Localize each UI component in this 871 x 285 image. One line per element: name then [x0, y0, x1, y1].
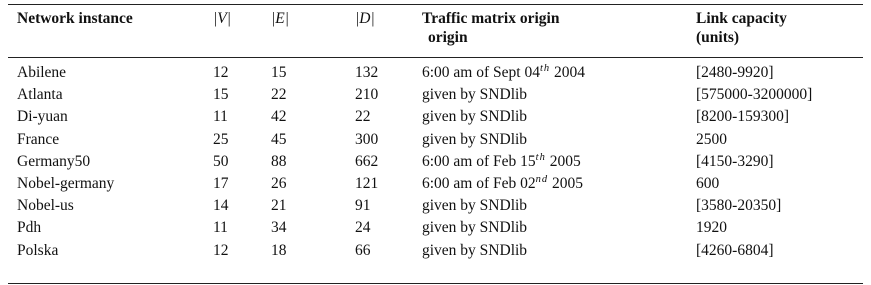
cell-traffic-origin	[422, 174, 696, 196]
cell-demands: 300	[355, 130, 379, 148]
cell-traffic-origin	[422, 85, 696, 107]
cell-edges: 34	[271, 219, 287, 237]
header-row	[8, 6, 863, 59]
table-row	[8, 218, 863, 240]
cell-edges: 42	[271, 108, 287, 126]
cell-network-instance: Abilene	[17, 64, 67, 81]
cell-vertices: 17	[213, 174, 229, 192]
cell-link-capacity: [8200-159300]	[696, 108, 789, 126]
cell-traffic-origin	[422, 59, 696, 85]
cell-network-instance: Pdh	[17, 219, 42, 237]
table-row	[8, 85, 863, 107]
header-link-capacity	[696, 6, 863, 59]
cell-demands: 24	[355, 219, 371, 237]
header-capacity-line1: Link capacity	[696, 10, 787, 27]
network-instances-table	[8, 6, 863, 263]
cell-vertices: 50	[213, 152, 229, 170]
cell-edges: 18	[271, 241, 287, 259]
table-row	[8, 241, 863, 263]
header-demands: |D|	[355, 10, 375, 27]
traffic-origin-year: 2005	[548, 174, 584, 192]
cell-link-capacity: 600	[696, 174, 720, 192]
header-edges: |E|	[271, 10, 289, 27]
cell-network-instance: Germany50	[17, 152, 91, 170]
cell-vertices: 15	[213, 86, 229, 104]
traffic-origin-text: given by SNDlib	[422, 108, 528, 126]
traffic-origin-text: given by SNDlib	[422, 241, 528, 259]
traffic-origin-ordinal: th	[539, 63, 551, 74]
traffic-origin-text: given by SNDlib	[422, 130, 528, 148]
cell-network-instance: Polska	[17, 241, 59, 259]
cell-vertices: 11	[213, 219, 228, 237]
cell-vertices: 25	[213, 130, 229, 148]
cell-demands: 121	[355, 174, 379, 192]
cell-vertices: 14	[213, 197, 229, 215]
header-traffic-line2: origin	[428, 29, 468, 46]
cell-link-capacity: [2480-9920]	[696, 64, 774, 81]
cell-traffic-origin	[422, 241, 696, 263]
cell-demands: 132	[355, 64, 379, 81]
traffic-origin-year: 2005	[545, 152, 581, 170]
cell-link-capacity: 1920	[696, 219, 727, 237]
table-row	[8, 130, 863, 152]
cell-traffic-origin	[422, 152, 696, 174]
cell-demands: 662	[355, 152, 379, 170]
traffic-origin-text: given by SNDlib	[422, 197, 528, 215]
cell-link-capacity: [575000-3200000]	[696, 86, 813, 104]
cell-network-instance: France	[17, 130, 60, 148]
header-capacity-line2: (units)	[696, 29, 740, 46]
cell-link-capacity: [3580-20350]	[696, 197, 782, 215]
cell-edges: 26	[271, 174, 287, 192]
cell-link-capacity: [4150-3290]	[696, 152, 774, 170]
cell-link-capacity: [4260-6804]	[696, 241, 774, 259]
traffic-origin-year: 2004	[550, 64, 586, 81]
header-vertices: |V|	[213, 10, 231, 27]
header-traffic-line1: Traffic matrix origin	[422, 10, 560, 27]
cell-traffic-origin	[422, 218, 696, 240]
table-header	[8, 6, 863, 59]
header-traffic-matrix-origin	[422, 6, 696, 59]
cell-demands: 66	[355, 241, 371, 259]
cell-network-instance: Nobel-us	[17, 197, 74, 215]
traffic-origin-text: given by SNDlib	[422, 86, 528, 104]
header-network-instance: Network instance	[17, 10, 133, 27]
top-rule	[8, 4, 863, 5]
cell-edges: 45	[271, 130, 287, 148]
cell-network-instance: Nobel-germany	[17, 174, 115, 192]
traffic-origin-text: given by SNDlib	[422, 219, 528, 237]
cell-traffic-origin	[422, 130, 696, 152]
traffic-origin-text: 6:00 am of Feb 15	[422, 152, 536, 170]
table-row	[8, 174, 863, 196]
table-row	[8, 152, 863, 174]
cell-edges: 22	[271, 86, 287, 104]
cell-traffic-origin	[422, 196, 696, 218]
cell-vertices: 12	[213, 64, 229, 81]
table-row	[8, 196, 863, 218]
cell-demands: 210	[355, 86, 379, 104]
traffic-origin-text: 6:00 am of Feb 02	[422, 174, 536, 192]
cell-edges: 15	[271, 64, 287, 81]
traffic-origin-text: 6:00 am of Sept 04	[422, 64, 540, 81]
bottom-rule	[8, 283, 863, 284]
table-row	[8, 107, 863, 129]
cell-vertices: 11	[213, 108, 228, 126]
cell-network-instance: Atlanta	[17, 86, 63, 104]
cell-network-instance: Di-yuan	[17, 108, 68, 126]
table-row	[8, 59, 863, 85]
cell-demands: 22	[355, 108, 371, 126]
traffic-origin-ordinal: th	[535, 151, 546, 163]
cell-traffic-origin	[422, 107, 696, 129]
cell-demands: 91	[355, 197, 371, 215]
cell-vertices: 12	[213, 241, 229, 259]
traffic-origin-ordinal: nd	[535, 173, 549, 185]
table-body	[8, 59, 863, 263]
cell-edges: 21	[271, 197, 287, 215]
cell-link-capacity: 2500	[696, 130, 727, 148]
cell-edges: 88	[271, 152, 287, 170]
